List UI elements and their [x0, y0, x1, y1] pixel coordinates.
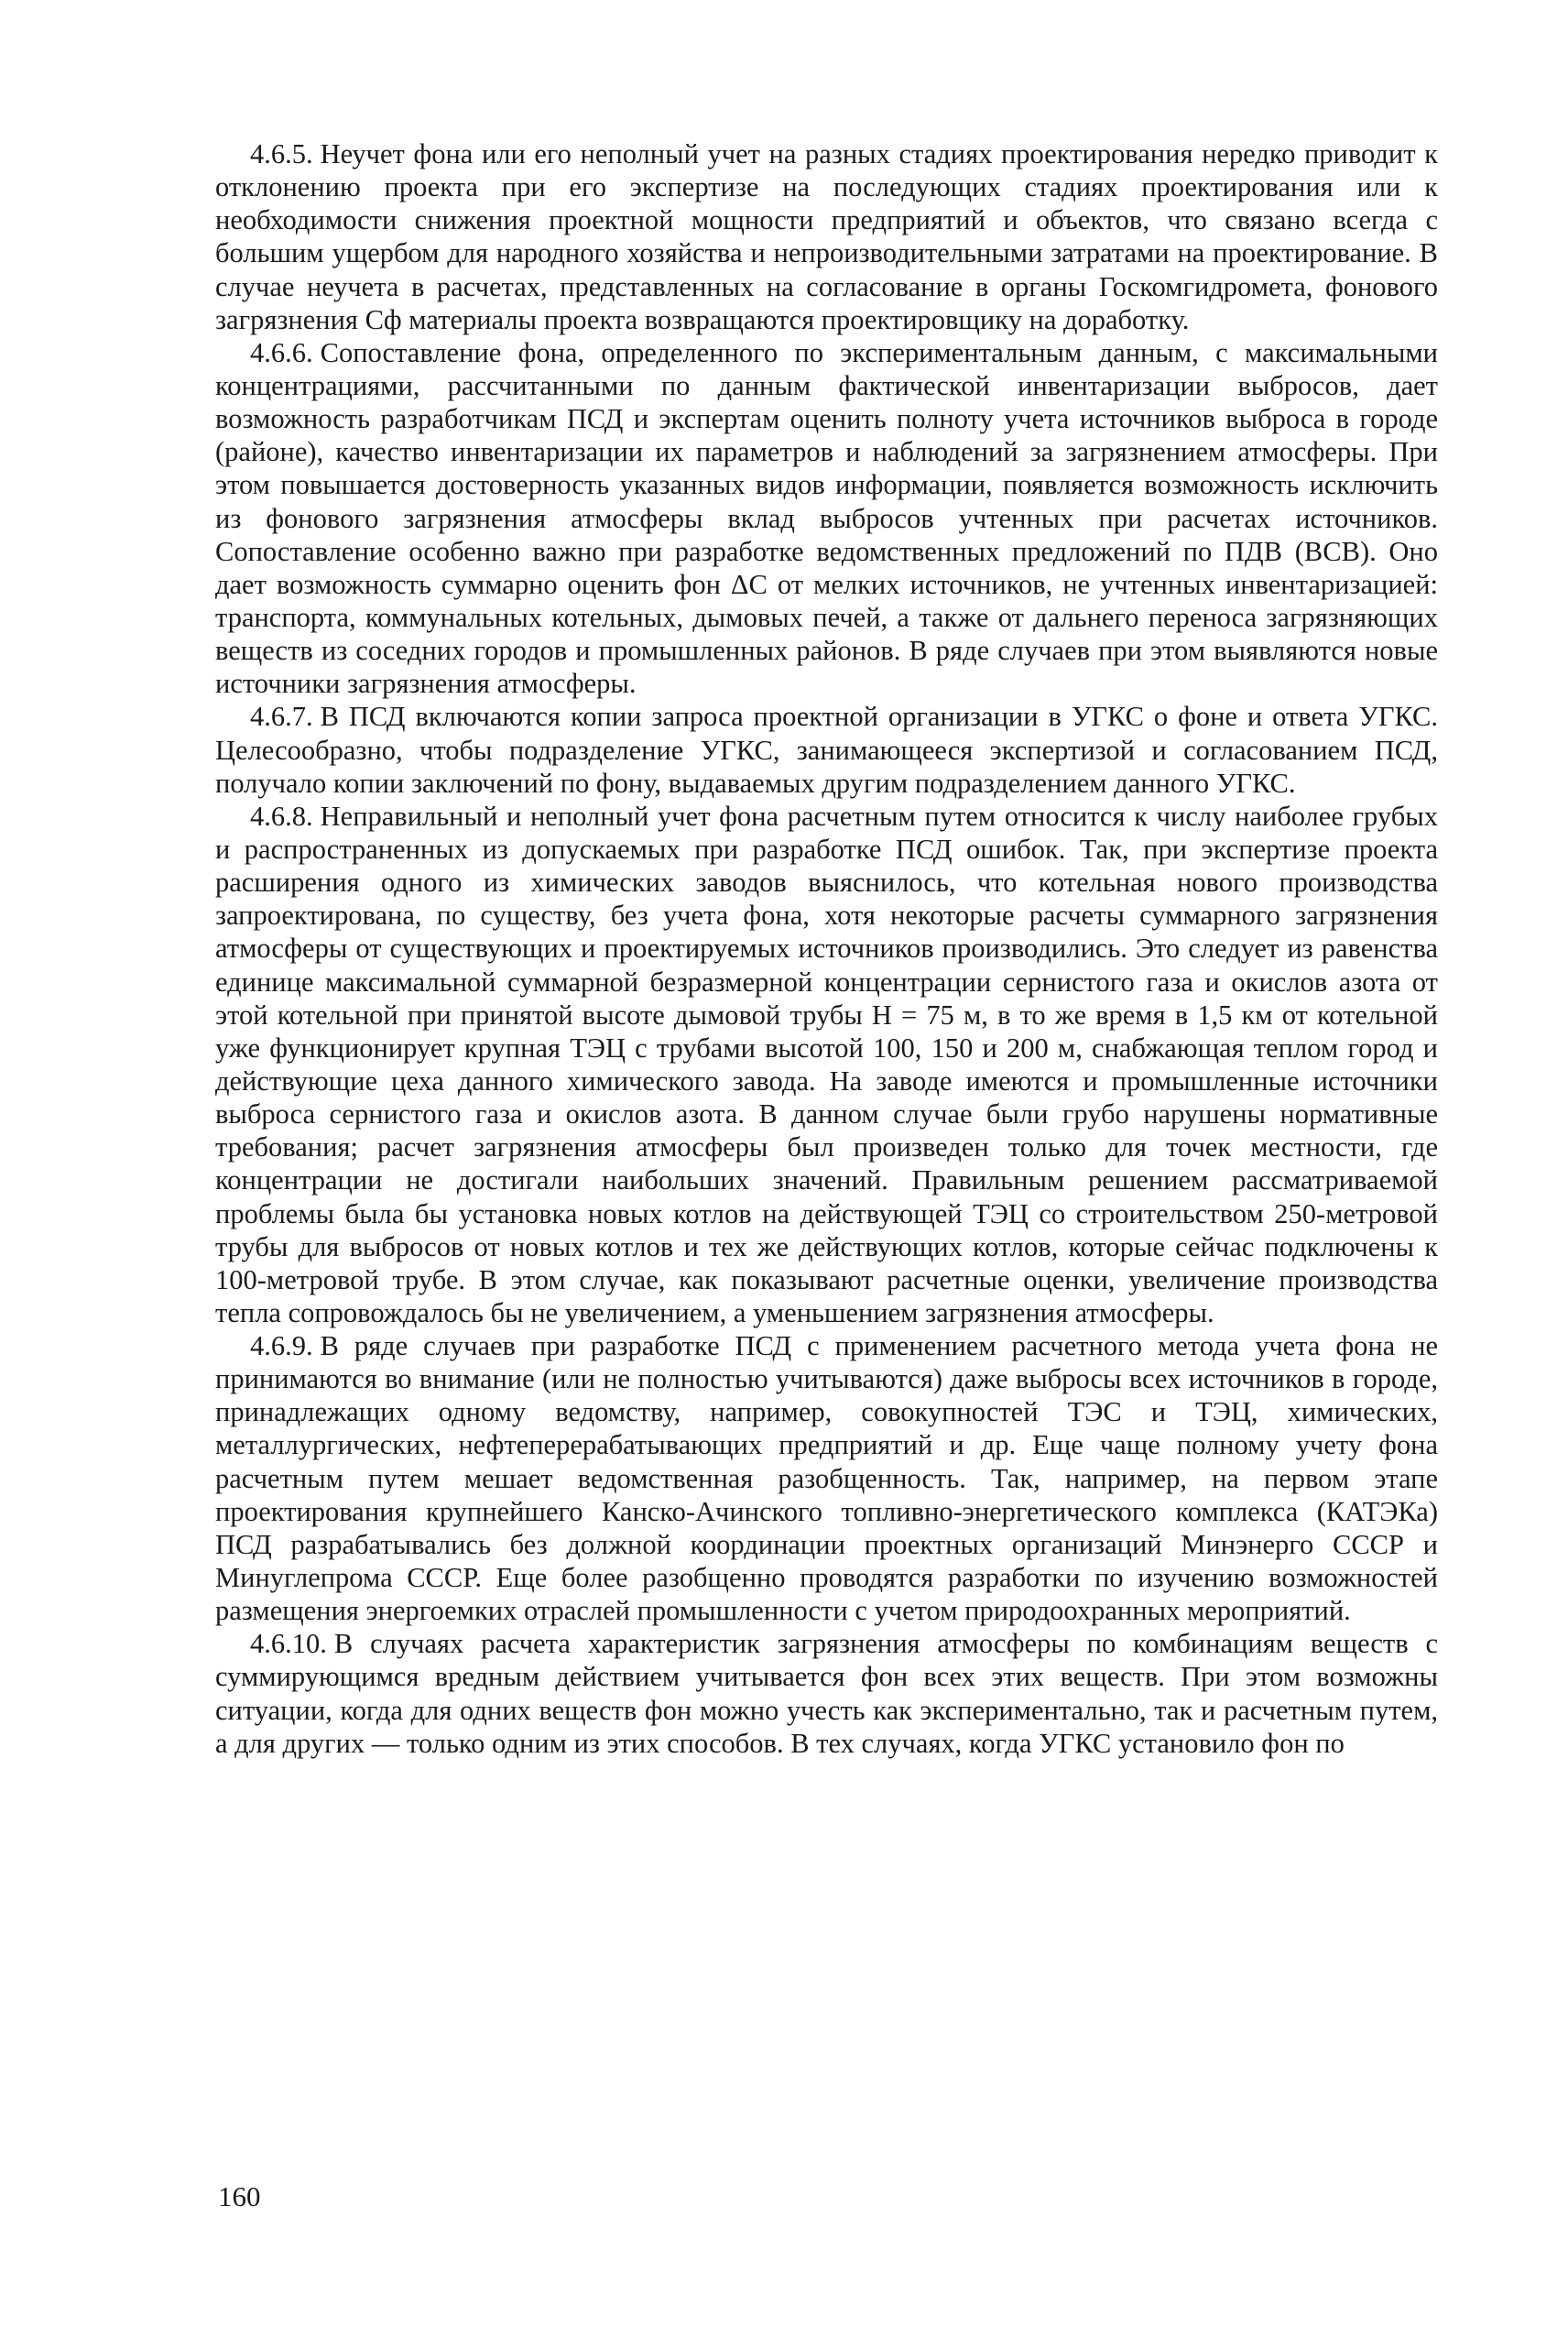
body-text: [215, 137, 1438, 1760]
paragraph-4-6-5: [215, 137, 1438, 336]
paragraph-4-6-7: [215, 700, 1438, 799]
paragraph-text: Неучет фона или его неполный учет на разных стадиях проектирования нередко приводит к отклонению проекта при его экспертизе на последующих стадиях проектирования или к необходимости снижения проектной мощности предприятий и объектов, что связано всегда с большим ущербом для народного хозяйства и непроизводительными затратами на проектирование. В случае неучета в расчетах, представленных на согласование в органы Госкомгидромета, фонового загрязнения Сф материалы проекта возвращаются проектировщику на доработку.: [215, 138, 1438, 335]
paragraph-number: 4.6.7.: [250, 701, 313, 733]
paragraph-number: 4.6.8.: [250, 800, 313, 832]
paragraph-4-6-6: [215, 336, 1438, 701]
paragraph-text: В ПСД включаются копии запроса проектной организации в УГКС о фоне и ответа УГКС. Целесообразно, чтобы подразделение УГКС, занимающееся экспертизой и согласованием ПСД, получало копии заключений по фону, выдаваемых другим подразделением данного УГКС.: [215, 701, 1438, 799]
paragraph-text: Сопоставление фона, определенного по экспериментальным данным, с максимальными концентрациями, рассчитанными по данным фактической инвентаризации выбросов, дает возможность разработчикам ПСД и экспертам оценить полноту учета источников выброса в городе (районе), качество инвентаризации их параметров и наблюдений за загрязнением атмосферы. При этом повышается достоверность указанных видов информации, появляется возможность исключить из фонового загрязнения атмосферы вклад выбросов учтенных при расчетах источников. Сопоставление особенно важно при разработке ведомственных предложений по ПДВ (ВСВ). Оно дает возможность суммарно оценить фон ΔС от мелких источников, не учтенных инвентаризацией: транспорта, коммунальных котельных, дымовых печей, а также от дальнего переноса загрязняющих веществ из соседних городов и промышленных районов. В ряде случаев при этом выявляются новые источники загрязнения атмосферы.: [215, 336, 1438, 700]
paragraph-number: 4.6.6.: [250, 336, 313, 368]
paragraph-text: Неправильный и неполный учет фона расчетным путем относится к числу наиболее грубых и распространенных из допускаемых при разработке ПСД ошибок. Так, при экспертизе проекта расширения одного из химических заводов выяснилось, что котельная нового производства запроектирована, по существу, без учета фона, хотя некоторые расчеты суммарного загрязнения атмосферы от существующих и проектируемых источников производились. Это следует из равенства единице максимальной суммарной безразмерной концентрации сернистого газа и окислов азота от этой котельной при принятой высоте дымовой трубы Н = 75 м, в то же время в 1,5 км от котельной уже функционирует крупная ТЭЦ с трубами высотой 100, 150 и 200 м, снабжающая теплом город и действующие цеха данного химического завода. На заводе имеются и промышленные источники выброса сернистого газа и окислов азота. В данном случае были грубо нарушены нормативные требования; расчет загрязнения атмосферы был произведен только для точек местности, где концентрации не достигали наибольших значений. Правильным решением рассматриваемой проблемы была бы установка новых котлов на действующей ТЭЦ со строительством 250-метровой трубы для выбросов от новых котлов и тех же действующих котлов, которые сейчас подключены к 100-метровой трубе. В этом случае, как показывают расчетные оценки, увеличение производства тепла сопровождалось бы не увеличением, а уменьшением загрязнения атмосферы.: [215, 800, 1438, 1328]
paragraph-4-6-10: [215, 1627, 1438, 1760]
paragraph-4-6-9: [215, 1329, 1438, 1627]
paragraph-text: В случаях расчета характеристик загрязнения атмосферы по комбинациям веществ с суммирующимся вредным действием учитывается фон всех этих веществ. При этом возможны ситуации, когда для одних веществ фон можно учесть как экспериментально, так и расчетным путем, а для других — только одним из этих способов. В тех случаях, когда УГКС установило фон по: [215, 1628, 1438, 1759]
paragraph-number: 4.6.10.: [250, 1628, 327, 1660]
paragraph-4-6-8: [215, 800, 1438, 1329]
paragraph-number: 4.6.5.: [250, 138, 313, 169]
paragraph-text: В ряде случаев при разработке ПСД с применением расчетного метода учета фона не принимаются во внимание (или не полностью учитываются) даже выбросы всех источников в городе, принадлежащих одному ведомству, например, совокупностей ТЭС и ТЭЦ, химических, металлургических, нефтеперерабатывающих предприятий и др. Еще чаще полному учету фона расчетным путем мешает ведомственная разобщенность. Так, например, на первом этапе проектирования крупнейшего Канско-Ачинского топливно-энергетического комплекса (КАТЭКа) ПСД разрабатывались без должной координации проектных организаций Минэнерго СССР и Минуглепрома СССР. Еще более разобщенно проводятся разработки по изучению возможностей размещения энергоемких отраслей промышленности с учетом природоохранных мероприятий.: [215, 1330, 1438, 1627]
page-number: 160: [218, 2180, 261, 2212]
paragraph-number: 4.6.9.: [250, 1330, 313, 1362]
